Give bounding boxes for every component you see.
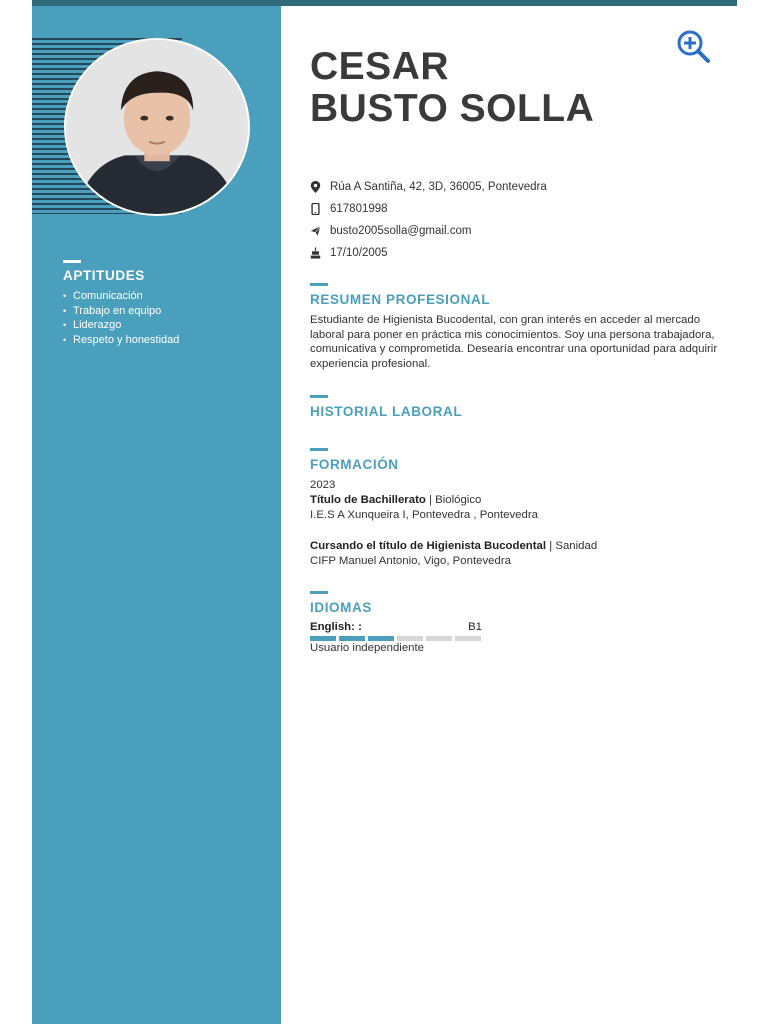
language-level-bar (310, 636, 720, 641)
education-school: CIFP Manuel Antonio, Vigo, Pontevedra (310, 555, 511, 567)
languages-section (310, 591, 720, 654)
education-field: Sanidad (555, 540, 598, 552)
cake-icon (310, 247, 330, 259)
education-entry (310, 539, 720, 569)
summary-section (310, 283, 720, 371)
name-line-2: BUSTO SOLLA (310, 87, 595, 130)
education-school: I.E.S A Xunqueira I, Pontevedra , Pontevedra (310, 509, 538, 521)
education-degree: Título de Bachillerato (310, 494, 426, 506)
candidate-name (310, 46, 594, 130)
map-pin-icon (310, 181, 330, 193)
education-separator: | (429, 494, 436, 506)
level-segment-filled (339, 636, 365, 641)
education-field: Biológico (435, 494, 482, 506)
summary-accent-dash (310, 283, 328, 286)
level-segment-filled (310, 636, 336, 641)
aptitudes-list (63, 289, 179, 347)
contact-list (310, 176, 547, 264)
languages-title: IDIOMAS (310, 600, 372, 615)
summary-title: RESUMEN PROFESIONAL (310, 292, 491, 307)
aptitudes-section (63, 260, 179, 347)
education-degree-line (310, 493, 720, 508)
education-section (310, 448, 720, 569)
education-degree-line (310, 539, 720, 554)
aptitude-item: • Liderazgo (63, 318, 179, 333)
language-description: Usuario independiente (310, 642, 424, 654)
education-year: 2023 (310, 479, 336, 491)
aptitude-item: • Respeto y honestidad (63, 333, 179, 348)
profile-photo (64, 38, 250, 216)
address-text: Rúa A Santiña, 42, 3D, 36005, Pontevedra (330, 181, 547, 193)
aptitudes-accent-dash (63, 260, 81, 263)
contact-address (310, 176, 547, 198)
language-level: B1 (468, 621, 482, 633)
education-entry (310, 478, 720, 523)
education-separator: | (549, 540, 556, 552)
language-entry (310, 621, 720, 654)
birthdate-text: 17/10/2005 (330, 247, 388, 259)
resume-page (32, 0, 737, 1024)
languages-accent-dash (310, 591, 328, 594)
aptitude-item: • Comunicación (63, 289, 179, 304)
education-degree: Cursando el título de Higienista Bucodental (310, 540, 547, 552)
work-history-title: HISTORIAL LABORAL (310, 404, 463, 419)
zoom-in-icon[interactable] (675, 28, 711, 64)
level-segment-empty (455, 636, 481, 641)
level-segment-empty (426, 636, 452, 641)
language-row (310, 621, 482, 633)
level-segment-empty (397, 636, 423, 641)
education-accent-dash (310, 448, 328, 451)
education-title: FORMACIÓN (310, 457, 399, 472)
aptitude-item: • Trabajo en equipo (63, 304, 179, 319)
work-history-accent-dash (310, 395, 328, 398)
contact-email (310, 220, 547, 242)
aptitudes-title: APTITUDES (63, 268, 145, 283)
email-text: busto2005solla@gmail.com (330, 225, 472, 237)
language-name: English: : (310, 621, 362, 633)
level-segment-filled (368, 636, 394, 641)
contact-birthdate (310, 242, 547, 264)
name-line-1: CESAR (310, 45, 450, 88)
work-history-section (310, 395, 720, 425)
phone-text: 617801998 (330, 203, 388, 215)
mobile-phone-icon (310, 203, 330, 215)
sidebar (32, 6, 281, 1024)
summary-text: Estudiante de Higienista Bucodental, con gran interés en acceder al mercado laboral para poner en práctica mis conocimientos. Soy una persona trabajadora, comunicativa y comprometida. Desearía encontrar una oportunidad para adquirir experiencia profesional. (310, 314, 718, 370)
contact-phone (310, 198, 547, 220)
profile-photo-illustration (66, 40, 248, 214)
paper-plane-icon (310, 225, 330, 237)
